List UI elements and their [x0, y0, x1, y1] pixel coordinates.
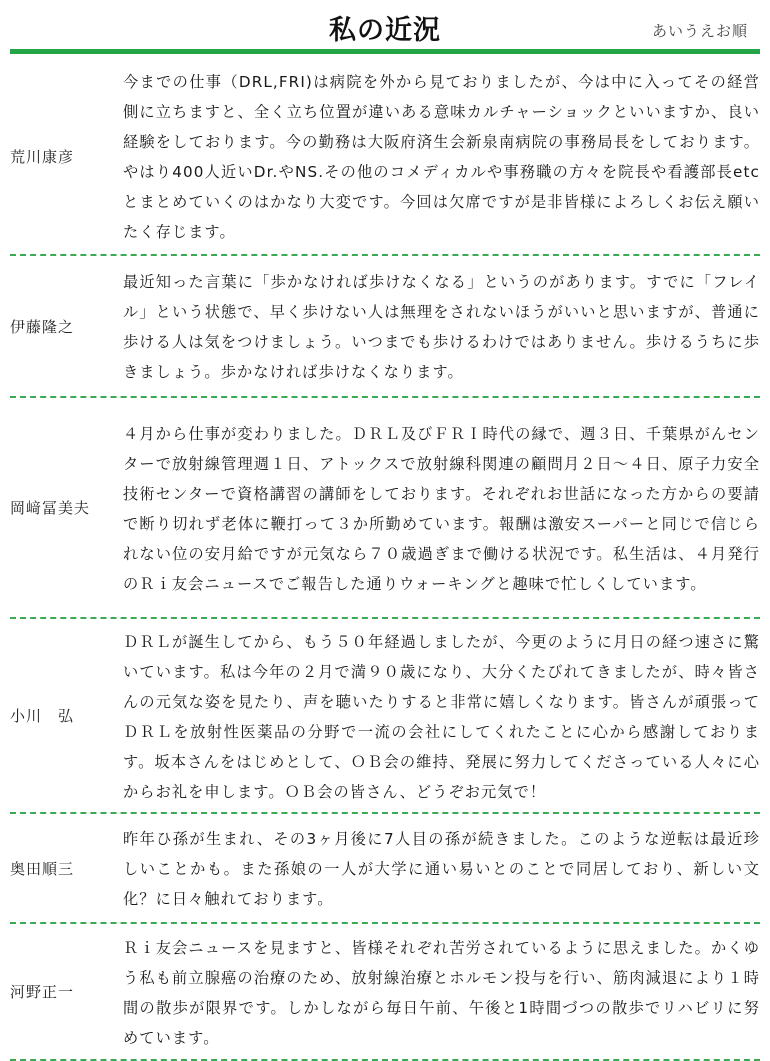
entry-okuda: [10, 814, 760, 924]
entry-list: [10, 58, 760, 1061]
page-title: 私の近況: [329, 15, 441, 46]
entry-name: 小川 弘: [10, 707, 75, 725]
entry-name: 伊藤隆之: [10, 317, 75, 336]
entry-text: ４月から仕事が変わりました。ＤＲＬ及びＦＲＩ時代の縁で、週３日、千葉県がんセンターで放射線管理週１日、アトックスで放射線科関連の顧問月２日～４日、原子力安全技術センターで資格講習の講師をしております。それぞれお世話になった方からの要請で断り切れず老体に鞭打って３か所勤めています。報酬は激安スーパーと同じで信じられない位の安月給ですが元気なら７０歳過ぎまで働ける状況です。私生活は、４月発行のＲｉ友会ニュースでご報告した通りウォーキングと趣味で忙しくしています。: [123, 424, 760, 593]
entry-ogawa: [10, 619, 760, 814]
entry-arakawa: [10, 58, 760, 256]
entry-text: 最近知った言葉に「歩かなければ歩けなくなる」というのがあります。すでに「フレイル」という状態で、早く歩けない人は無理をされないほうがいいと思いますが、普通に歩ける人は気をつけましょう。いつまでも歩けるわけではありません。歩けるうちに歩きましょう。歩かなければ歩けなくなります。: [123, 273, 760, 381]
entry-ito: [10, 256, 760, 398]
entry-kono: [10, 924, 760, 1061]
entry-text: ＤＲＬが誕生してから、もう５０年経過しましたが、今更のように月日の経つ速さに驚いています。私は今年の２月で満９０歳になり、大分くたびれてきましたが、時々皆さんの元気な姿を見たり、声を聴いたりすると非常に嬉しくなります。皆さんが頑張ってＤＲＬを放射性医薬品の分野で一流の会社にしてくれたことに心から感謝しております。坂本さんをはじめとして、ＯＢ会の維持、発展に努力してくださっている人々に心からお礼を申します。ＯＢ会の皆さん、どうぞお元気で！: [123, 632, 760, 801]
order-note: あいうえお順: [651, 22, 748, 40]
entry-name: 荒川康彦: [10, 147, 75, 166]
entry-name: 岡﨑冨美夫: [10, 499, 91, 517]
entry-okazaki: [10, 398, 760, 619]
entry-name: 河野正一: [10, 983, 75, 1001]
page-header: [0, 0, 770, 50]
entry-text: Ｒｉ友会ニュースを見ますと、皆様それぞれ苦労されているように思えました。かくゆう私も前立腺癌の治療のため、放射線治療とホルモン投与を行い、筋肉減退により１時間の散歩が限界です。しかしながら毎日午前、午後と1時間づつの散歩でリハビリに努めています。: [123, 938, 760, 1047]
entry-text: 昨年ひ孫が生まれ、その3ヶ月後に7人目の孫が続きました。このような逆転は最近珍しいことかも。また孫娘の一人が大学に通い易いとのことで同居しており、新しい文化？に日々触れております。: [123, 830, 760, 908]
header-rule: [10, 49, 760, 54]
entry-text: 今までの仕事（DRL,FRI)は病院を外から見ておりましたが、今は中に入ってその経営側に立ちますと、全く立ち位置が違いある意味カルチャーショックといいますか、良い経験をしております。今の勤務は大阪府済生会新泉南病院の事務局長をしております。やはり400人近いDr.やNS.その他のコメディカルや事務職の方々を院長や看護部長etcとまとめていくのはかなり大変です。今回は欠席ですが是非皆様によろしくお伝え願いたく存じます。: [123, 73, 760, 241]
entry-name: 奥田順三: [10, 859, 75, 878]
